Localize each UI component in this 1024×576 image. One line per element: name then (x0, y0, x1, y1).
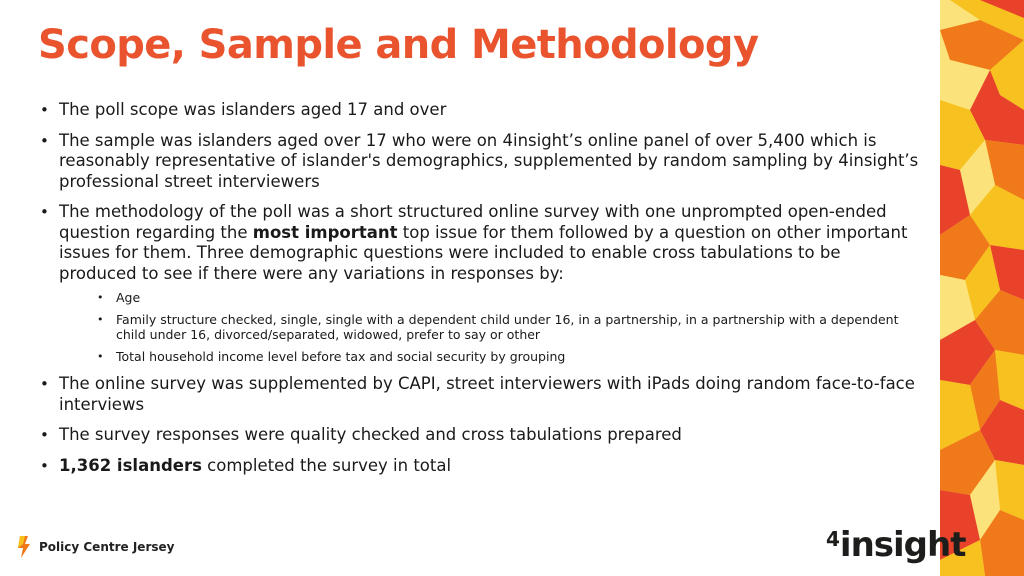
bullet-sample: • The sample was islanders aged over 17 who were on 4insight’s online panel of over 5,400 which is reasonably representative of islander's demographics, supplemented by random sampling by 4insight’s professional street interviewers (40, 131, 920, 193)
decorative-pattern (940, 0, 1024, 576)
total-text-bold: 1,362 islanders (59, 455, 202, 475)
bullet-scope: • The poll scope was islanders aged 17 and over (40, 100, 920, 121)
methodology-text-post: top issue for them followed by a question on other important issues for them. Three demographic questions were included to enable cross tabulations to be produced to see if there were any variations in responses by: (59, 222, 908, 283)
4insight-logo (826, 525, 965, 565)
page-title: Scope, Sample and Methodology (38, 22, 759, 68)
methodology-text-bold: most important (252, 222, 398, 242)
bullet-methodology (40, 202, 920, 364)
sub-bullet-income: • Total household income level before tax and social security by grouping (97, 349, 920, 365)
total-text-post: completed the survey in total (201, 455, 452, 475)
sub-bullet-family: • Family structure checked, single, single with a dependent child under 16, in a partnership, in a partnership with a dependent child under 16, divorced/separated, widowed, prefer to say or other (97, 312, 920, 343)
sub-bullet-age: • Age (97, 290, 920, 306)
content-body (40, 100, 920, 486)
demographic-sublist (97, 290, 920, 364)
methodology-text-pre: The methodology of the poll was a short structured online survey with one unprompted open-ended question regarding the (59, 202, 887, 242)
brand-sup: 4 (826, 527, 839, 551)
brand-name: insight (839, 525, 966, 565)
policy-centre-logo (17, 536, 174, 558)
bullet-total (40, 456, 920, 477)
policy-centre-icon (17, 536, 31, 558)
policy-centre-name: Policy Centre Jersey (39, 540, 175, 554)
bullet-list (40, 100, 920, 476)
bullet-capi: • The online survey was supplemented by CAPI, street interviewers with iPads doing random face-to-face interviews (40, 374, 920, 415)
bullet-quality: • The survey responses were quality checked and cross tabulations prepared (40, 425, 920, 446)
